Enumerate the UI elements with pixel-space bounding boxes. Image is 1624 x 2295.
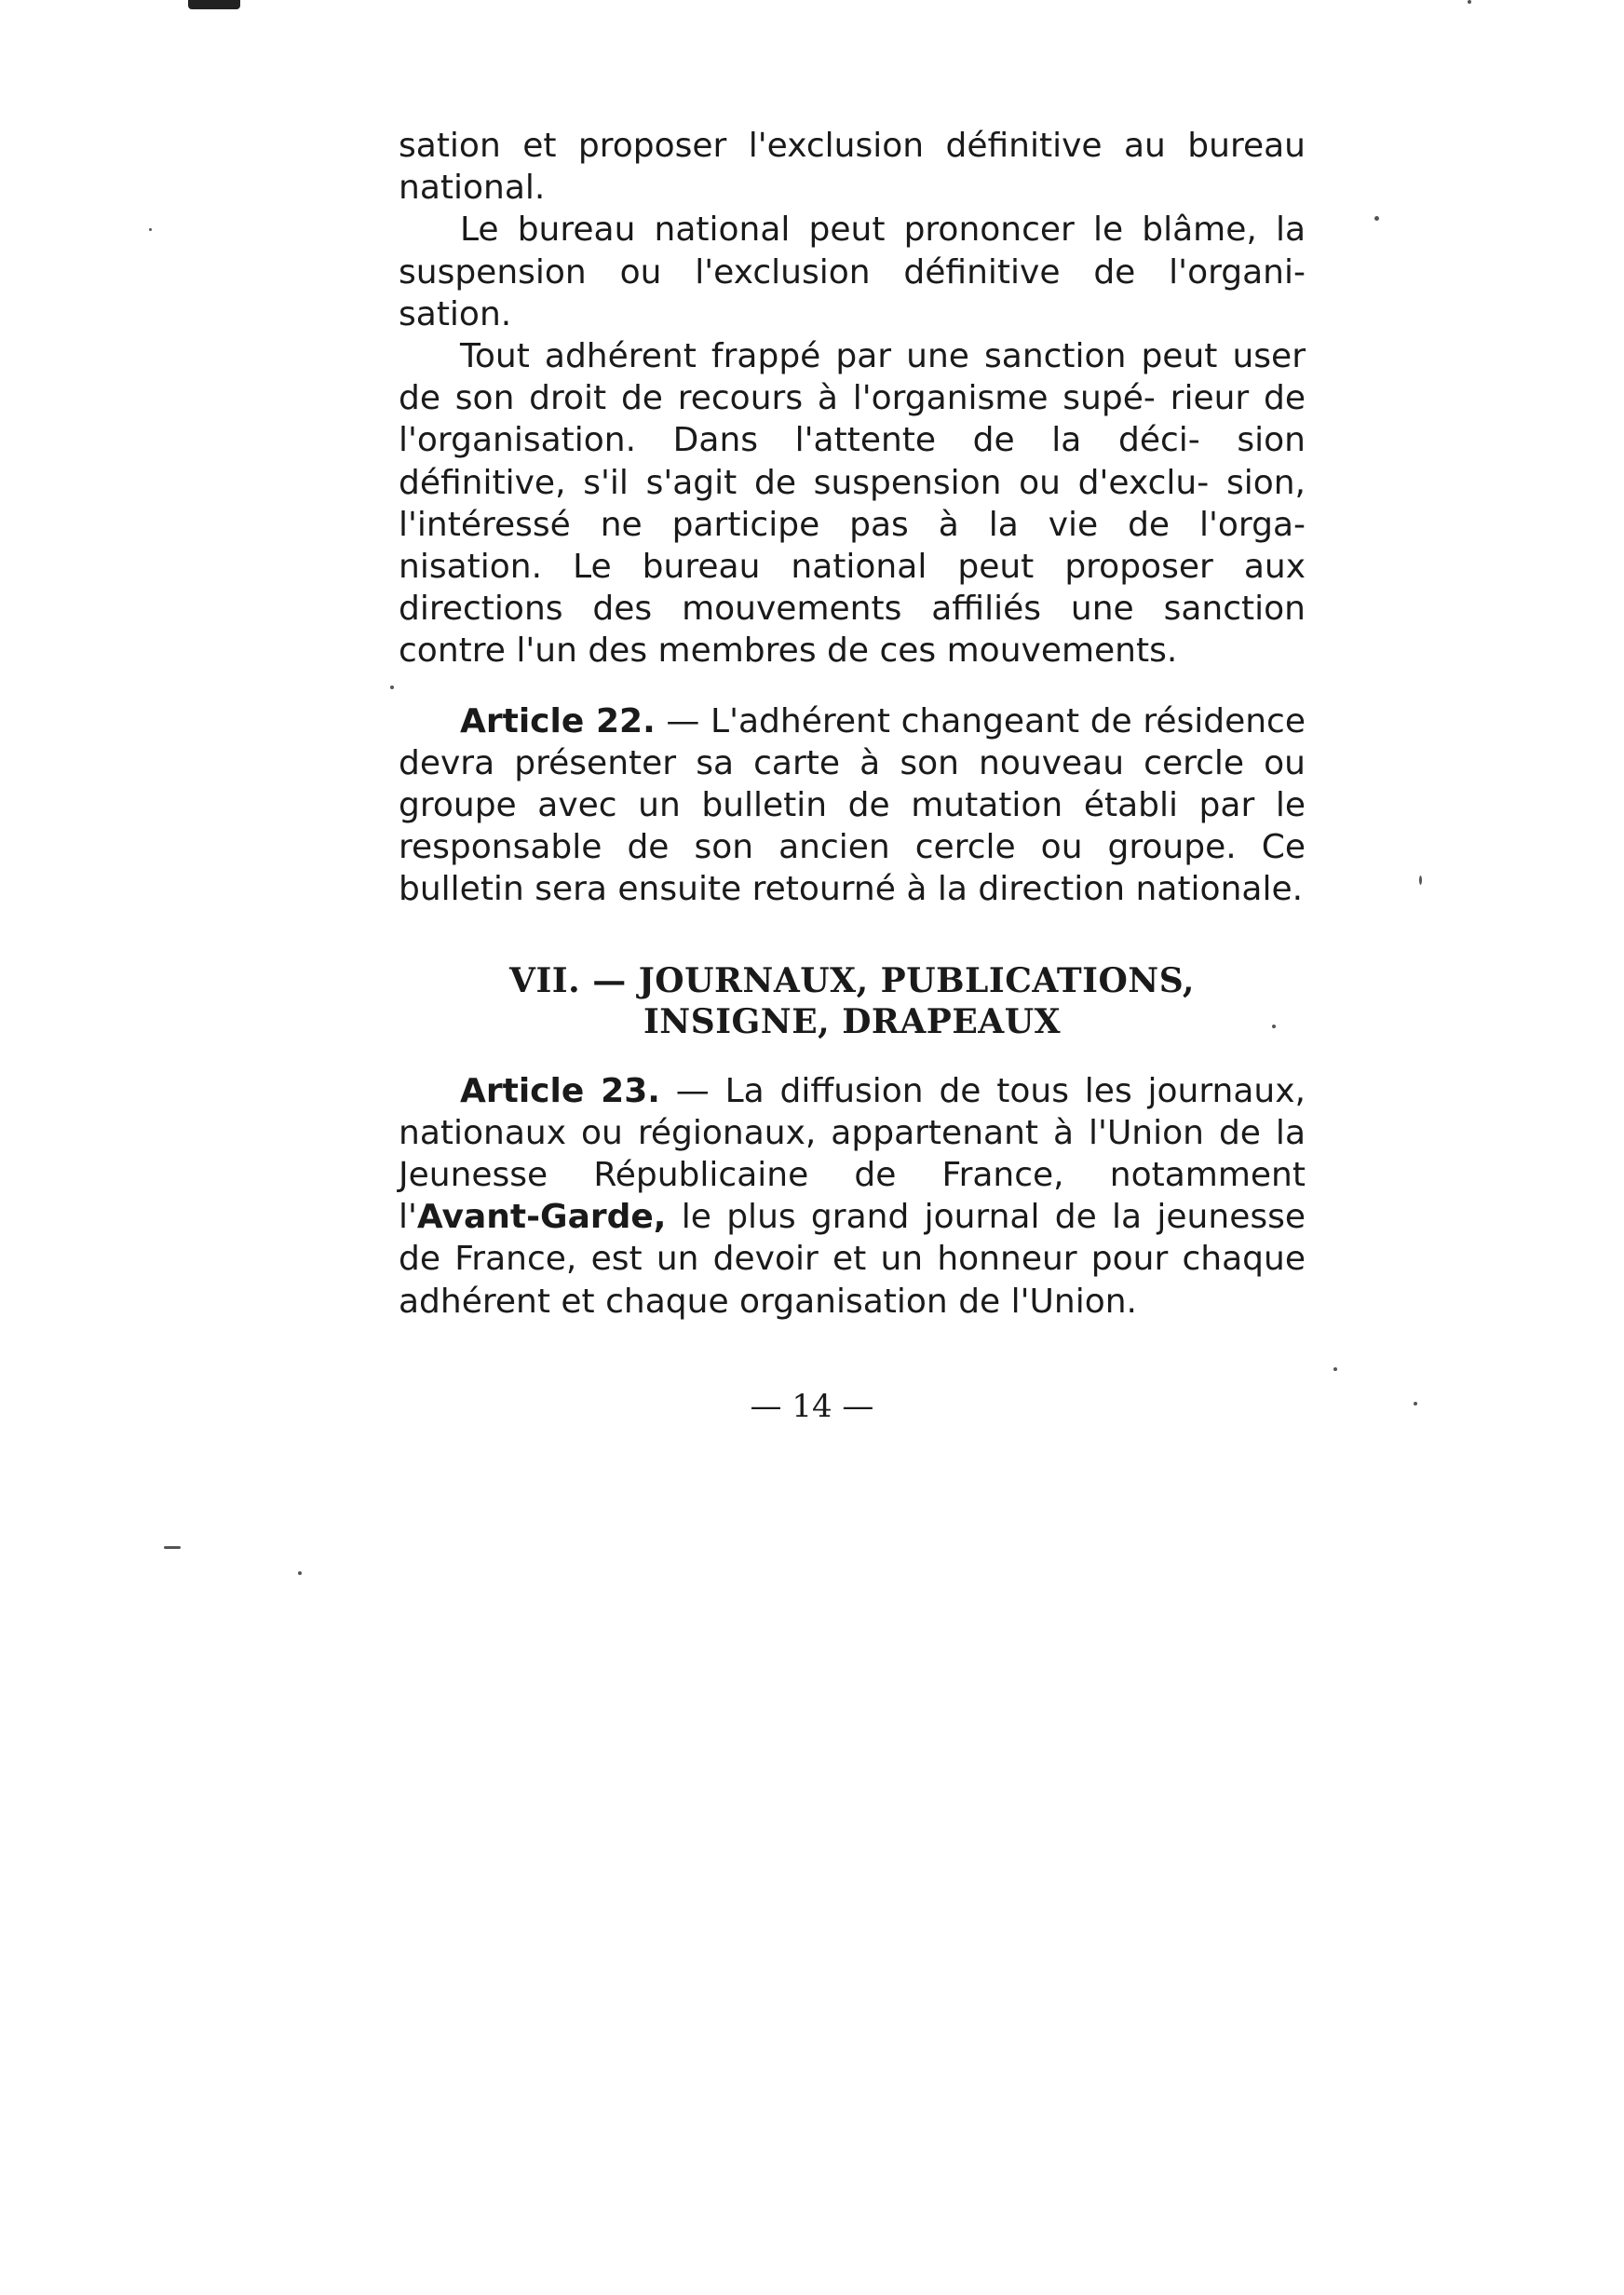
paragraph-continuation [399,125,1306,209]
scan-speck [298,1571,302,1575]
scan-speck [1419,876,1422,885]
corner-print-mark [188,0,240,9]
text-line: rieur de l'organisation. Dans l'attente de la déci- [399,379,1306,460]
scan-speck [164,1546,181,1549]
section-heading-line-1: VII. — JOURNAUX, PUBLICATIONS, [509,960,1195,1000]
article-22-label: Article 22. [460,701,656,740]
text-column [399,125,1306,1323]
paragraph-bureau-sanctions [399,209,1306,335]
text-line: Le bureau national peut prononcer le blâme, [460,210,1257,250]
scan-speck [390,686,394,689]
text-line: sation. [399,294,512,333]
article-23-text-before: — La diffusion de tous les journaux, nationaux ou régionaux, appartenant à l'Union de la Jeunesse Républicaine de France, notamment l' [399,1071,1306,1237]
text-line: sation et proposer l'exclusion définitive au bureau [399,127,1306,165]
article-23-text-after: le plus grand journal de la jeunesse de France, est un devoir et un honneur pour chaque adhérent et chaque organisation de l'Union. [399,1198,1306,1321]
section-heading [399,960,1306,1042]
page-number: — 14 — [750,1388,874,1425]
article-22-text: — L'adhérent changeant de résidence devra présenter sa carte à son nouveau cercle ou groupe avec un bulletin de mutation établi par le responsable de son ancien cercle ou groupe. Ce bulletin sera ensuite retourné à la direction nationale. [399,701,1306,909]
scan-speck [1333,1367,1337,1371]
avant-garde-term: Avant-Garde, [416,1198,667,1237]
text-line: national. [399,169,546,208]
text-line: nisation. Le bureau national peut proposer aux [399,548,1306,587]
section-heading-line-2: INSIGNE, DRAPEAUX [643,1001,1062,1041]
text-line: sion définitive, s'il s'agit de suspension ou d'exclu- [399,421,1306,502]
text-line: directions des mouvements affiliés une sanction [399,590,1306,629]
scan-speck [1272,1025,1276,1028]
scan-speck [149,228,152,231]
scan-speck [1414,1402,1417,1406]
article-23-label: Article 23. [460,1071,660,1110]
text-line: Tout adhérent frappé par une sanction peut [460,337,1218,376]
text-line: contre l'un des membres de ces mouvements. [399,631,1178,671]
article-22 [399,700,1306,911]
paragraph-appeal-rights [399,335,1306,672]
text-line: user de son droit de recours à l'organisme supé- [399,337,1306,418]
article-23 [399,1070,1306,1323]
text-line: la suspension ou l'exclusion définitive de l'organi- [399,210,1306,292]
scan-speck [1374,216,1379,221]
scan-speck [1468,0,1471,4]
text-line: sion, l'intéressé ne participe pas à la vie de l'orga- [399,463,1306,544]
